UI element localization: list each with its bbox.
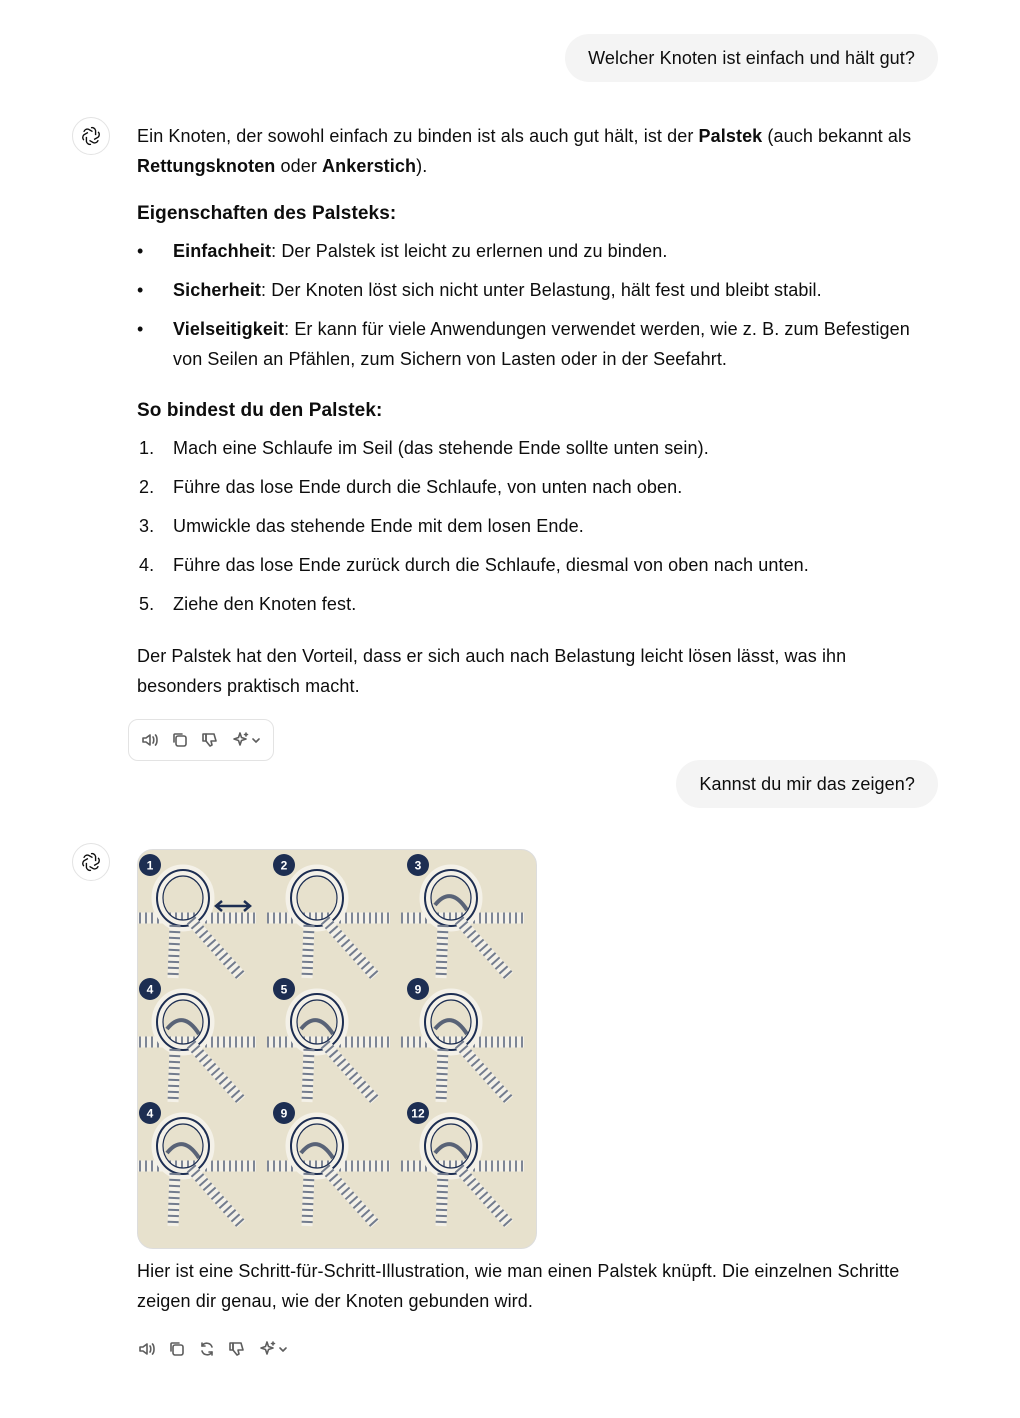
step-number: 3. <box>139 516 155 536</box>
thumbs-down-icon <box>227 1339 247 1359</box>
user-message-text: Welcher Knoten ist einfach und hält gut? <box>588 48 915 68</box>
bowline-illustration <box>138 850 537 1249</box>
message-actions <box>136 1329 290 1369</box>
refresh-icon <box>197 1339 217 1359</box>
list-item-text: : Der Palstek ist leicht zu erlernen und zu binden. <box>271 241 668 261</box>
knot-step-panel <box>267 854 390 978</box>
copy-button[interactable] <box>169 729 191 751</box>
step-text: Führe das lose Ende durch die Schlaufe, von unten nach oben. <box>173 477 683 497</box>
copy-button[interactable] <box>166 1338 188 1360</box>
bold-term: Palstek <box>698 126 763 146</box>
list-item <box>137 314 927 374</box>
text-run: Ein Knoten, der sowohl einfach zu binden ist als auch gut hält, ist der <box>137 126 699 146</box>
chevron-down-icon <box>278 1344 288 1354</box>
properties-heading: Eigenschaften des Palsteks: <box>137 203 397 224</box>
speaker-icon <box>140 730 160 750</box>
copy-icon <box>170 730 190 750</box>
step-number: 1. <box>139 438 155 458</box>
read-aloud-button[interactable] <box>139 729 161 751</box>
step-number: 2. <box>139 477 155 497</box>
knot-step-panel <box>401 854 524 978</box>
text-run: ). <box>416 156 428 176</box>
thumbs-down-icon <box>200 730 220 750</box>
assistant-message <box>137 121 927 701</box>
sparkle-icon <box>231 730 251 750</box>
generated-image[interactable] <box>137 849 537 1249</box>
step-text: Mach eine Schlaufe im Seil (das stehende Ende sollte unten sein). <box>173 438 709 458</box>
knot-step-panel <box>267 978 390 1102</box>
list-item <box>137 236 927 266</box>
regenerate-button[interactable] <box>196 1338 218 1360</box>
knot-step-panel <box>138 1102 256 1226</box>
answer-closing: Der Palstek hat den Vorteil, dass er sich auch nach Belastung leicht lösen lässt, was ihn besonders praktisch macht. <box>137 646 847 696</box>
model-switch-button[interactable] <box>229 729 263 751</box>
step-badge-label: 1 <box>146 858 154 873</box>
answer-intro <box>137 121 927 181</box>
step-badge-label: 12 <box>411 1106 425 1121</box>
properties-list <box>137 236 927 374</box>
text-run: (auch bekannt als <box>762 126 912 146</box>
openai-logo-icon <box>80 851 102 873</box>
list-item <box>137 275 927 305</box>
user-message-bubble <box>676 760 938 808</box>
speaker-icon <box>137 1339 157 1359</box>
bold-term: Ankerstich <box>322 156 417 176</box>
read-aloud-button[interactable] <box>136 1338 158 1360</box>
steps-heading: So bindest du den Palstek: <box>137 400 383 421</box>
knot-step-panel <box>138 978 256 1102</box>
openai-logo-icon <box>80 125 102 147</box>
step-badge-label: 9 <box>414 982 422 997</box>
knot-step-panel <box>138 854 256 978</box>
step-badge-label: 9 <box>280 1106 288 1121</box>
model-switch-button[interactable] <box>256 1338 290 1360</box>
assistant-message <box>137 1256 927 1316</box>
step-badge-label: 3 <box>414 858 422 873</box>
step-badge-label: 5 <box>280 982 288 997</box>
knot-step-panel <box>401 978 524 1102</box>
steps-list <box>137 433 927 619</box>
step-badge-label: 2 <box>280 858 288 873</box>
step-badge-label: 4 <box>146 1106 154 1121</box>
knot-step-panel <box>267 1102 390 1226</box>
message-actions <box>128 719 274 761</box>
step-text: Ziehe den Knoten fest. <box>173 594 357 614</box>
knot-step-panel <box>401 1102 524 1226</box>
user-message-bubble <box>565 34 938 82</box>
bold-term: Rettungsknoten <box>137 156 276 176</box>
text-run: oder <box>275 156 323 176</box>
list-item <box>137 550 927 580</box>
list-item <box>137 433 927 463</box>
dislike-button[interactable] <box>226 1338 248 1360</box>
step-badge-label: 4 <box>146 982 154 997</box>
list-item-term: Einfachheit <box>173 241 272 261</box>
list-item <box>137 472 927 502</box>
list-item-text: : Der Knoten löst sich nicht unter Belastung, hält fest und bleibt stabil. <box>261 280 822 300</box>
dislike-button[interactable] <box>199 729 221 751</box>
assistant-avatar <box>72 843 110 881</box>
list-item-term: Sicherheit <box>173 280 262 300</box>
copy-icon <box>167 1339 187 1359</box>
step-text: Umwickle das stehende Ende mit dem losen Ende. <box>173 516 584 536</box>
list-item <box>137 511 927 541</box>
list-item-term: Vielseitigkeit <box>173 319 285 339</box>
list-item-text: : Er kann für viele Anwendungen verwendet werden, wie z. B. zum Befestigen von Seilen an Pfählen, zum Sichern von Lasten oder in der Seefahrt. <box>173 319 910 369</box>
chevron-down-icon <box>251 735 261 745</box>
step-number: 5. <box>139 594 155 614</box>
user-message-text: Kannst du mir das zeigen? <box>699 774 915 794</box>
assistant-avatar <box>72 117 110 155</box>
image-caption: Hier ist eine Schritt-für-Schritt-Illustration, wie man einen Palstek knüpft. Die einzelnen Schritte zeigen dir genau, wie der Knoten gebunden wird. <box>137 1261 900 1311</box>
list-item <box>137 589 927 619</box>
step-text: Führe das lose Ende zurück durch die Schlaufe, diesmal von oben nach unten. <box>173 555 809 575</box>
arrow-icon <box>216 901 250 911</box>
sparkle-icon <box>258 1339 278 1359</box>
step-number: 4. <box>139 555 155 575</box>
